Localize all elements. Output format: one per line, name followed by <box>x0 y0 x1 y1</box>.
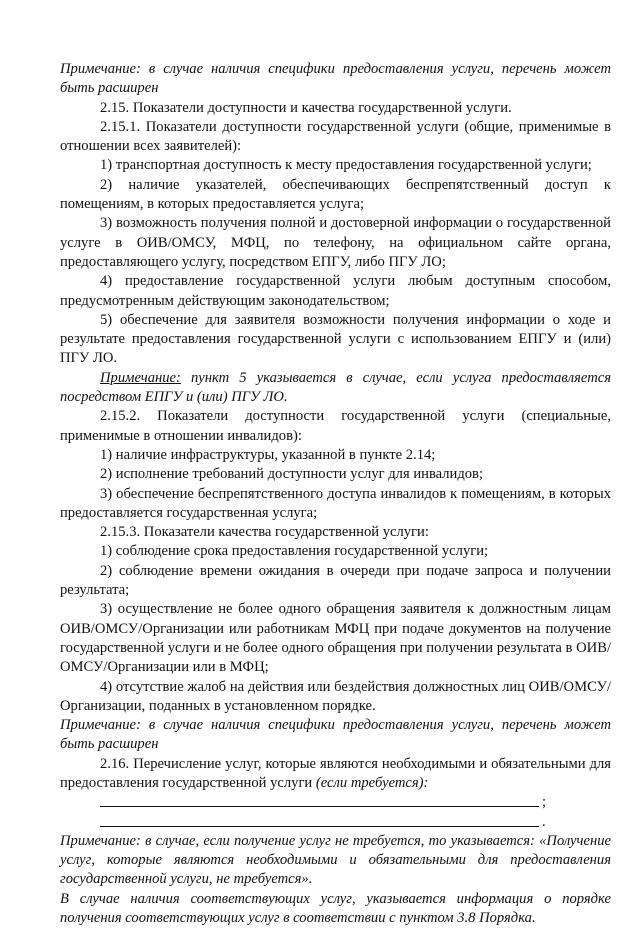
section-2-15-1-heading: 2.15.1. Показатели доступности государственной услуги (общие, применимые в отношении всех заявителей): <box>60 118 611 155</box>
note-item-5 <box>60 369 611 408</box>
fill-in-line-2 <box>60 813 611 832</box>
section-2-15-2-heading: 2.15.2. Показатели доступности государственной услуги (специальные, применимые в отношении инвалидов): <box>60 408 611 444</box>
special-item-3: 3) обеспечение беспрепятственного доступа инвалидов к помещениям, в которых предоставляется государственная услуга; <box>60 485 611 521</box>
general-item-5: 5) обеспечение для заявителя возможности получения информации о ходе и результате предоставления государственной услуги с использованием ЕПГУ и (или) ПГУ ЛО. <box>60 311 611 367</box>
note-text: пункт 5 указывается в случае, если услуга предоставляется посредством ЕПГУ и (или) ПГУ ЛО. <box>60 369 611 406</box>
quality-item-2: 2) соблюдение времени ожидания в очереди при подаче запроса и получении результата; <box>60 562 611 599</box>
general-item-4: 4) предоставление государственной услуги любым доступным способом, предусмотренным действующим законодательством; <box>60 273 611 309</box>
special-item-1: 1) наличие инфраструктуры, указанной в пункте 2.14; <box>100 446 436 463</box>
blank-end-punct: . <box>542 813 546 830</box>
note-text: в случае наличия специфики предоставления услуги, перечень может быть расширен <box>60 717 611 753</box>
note-specifics-2 <box>60 716 611 755</box>
note-label: Примечание: <box>60 717 141 734</box>
general-item-1: 1) транспортная доступность к месту предоставления государственной услуги; <box>100 157 592 174</box>
general-item-3: 3) возможность получения полной и достоверной информации о государственной услуге в ОИВ/ОМСУ, МФЦ, по телефону, на официальном сайте органа, предоставляющего услугу, посредством ЕПГУ, либо ПГУ ЛО; <box>60 215 611 270</box>
note-label: Примечание: <box>60 61 141 77</box>
note-text: в случае наличия специфики предоставления услуги, перечень может быть расширен <box>60 61 611 97</box>
quality-item-1: 1) соблюдение срока предоставления государственной услуги; <box>100 543 489 560</box>
general-item-2: 2) наличие указателей, обеспечивающих беспрепятственный доступ к помещениям, в которых предоставляется услуга; <box>60 176 611 213</box>
note-services-not-required: Примечание: в случае, если получение услуг не требуется, то указывается: «Получение услуг, которые являются необходимыми и обязательными для предоставления государственной услуги, не требуется». <box>60 832 611 888</box>
document-page <box>60 60 611 928</box>
quality-item-3: 3) осуществление не более одного обращения заявителя к должностным лицам ОИВ/ОМСУ/Организации или работникам МФЦ при подаче документов на получение государственной услуги и не более одного обращения при получении результата в ОИВ/ОМСУ/Организации или в МФЦ; <box>60 601 611 676</box>
blank-underline <box>100 806 539 807</box>
section-2-16-condition: (если требуется): <box>315 774 429 791</box>
section-2-16-heading <box>60 755 611 794</box>
section-2-16-text: 2.16. Перечисление услуг, которые являются необходимыми и обязательными для предоставления государственной услуги <box>60 755 611 791</box>
special-item-2: 2) исполнение требований доступности услуг для инвалидов; <box>100 466 484 483</box>
section-2-15-3-heading: 2.15.3. Показатели качества государственной услуги: <box>100 524 429 541</box>
note-label: Примечание: <box>100 369 181 386</box>
section-2-15-heading: 2.15. Показатели доступности и качества государственной услуги. <box>100 99 512 116</box>
blank-underline <box>100 826 539 827</box>
blank-end-punct: ; <box>542 794 547 811</box>
note-specifics-1 <box>60 60 611 99</box>
note-services-procedure: В случае наличия соответствующих услуг, указывается информация о порядке получения соответствующих услуг в соответствии с пунктом 3.8 Порядка. <box>60 890 611 927</box>
quality-item-4: 4) отсутствие жалоб на действия или бездействия должностных лиц ОИВ/ОМСУ/Организации, поданных в установленном порядке. <box>60 678 611 714</box>
fill-in-line-1 <box>60 793 611 812</box>
